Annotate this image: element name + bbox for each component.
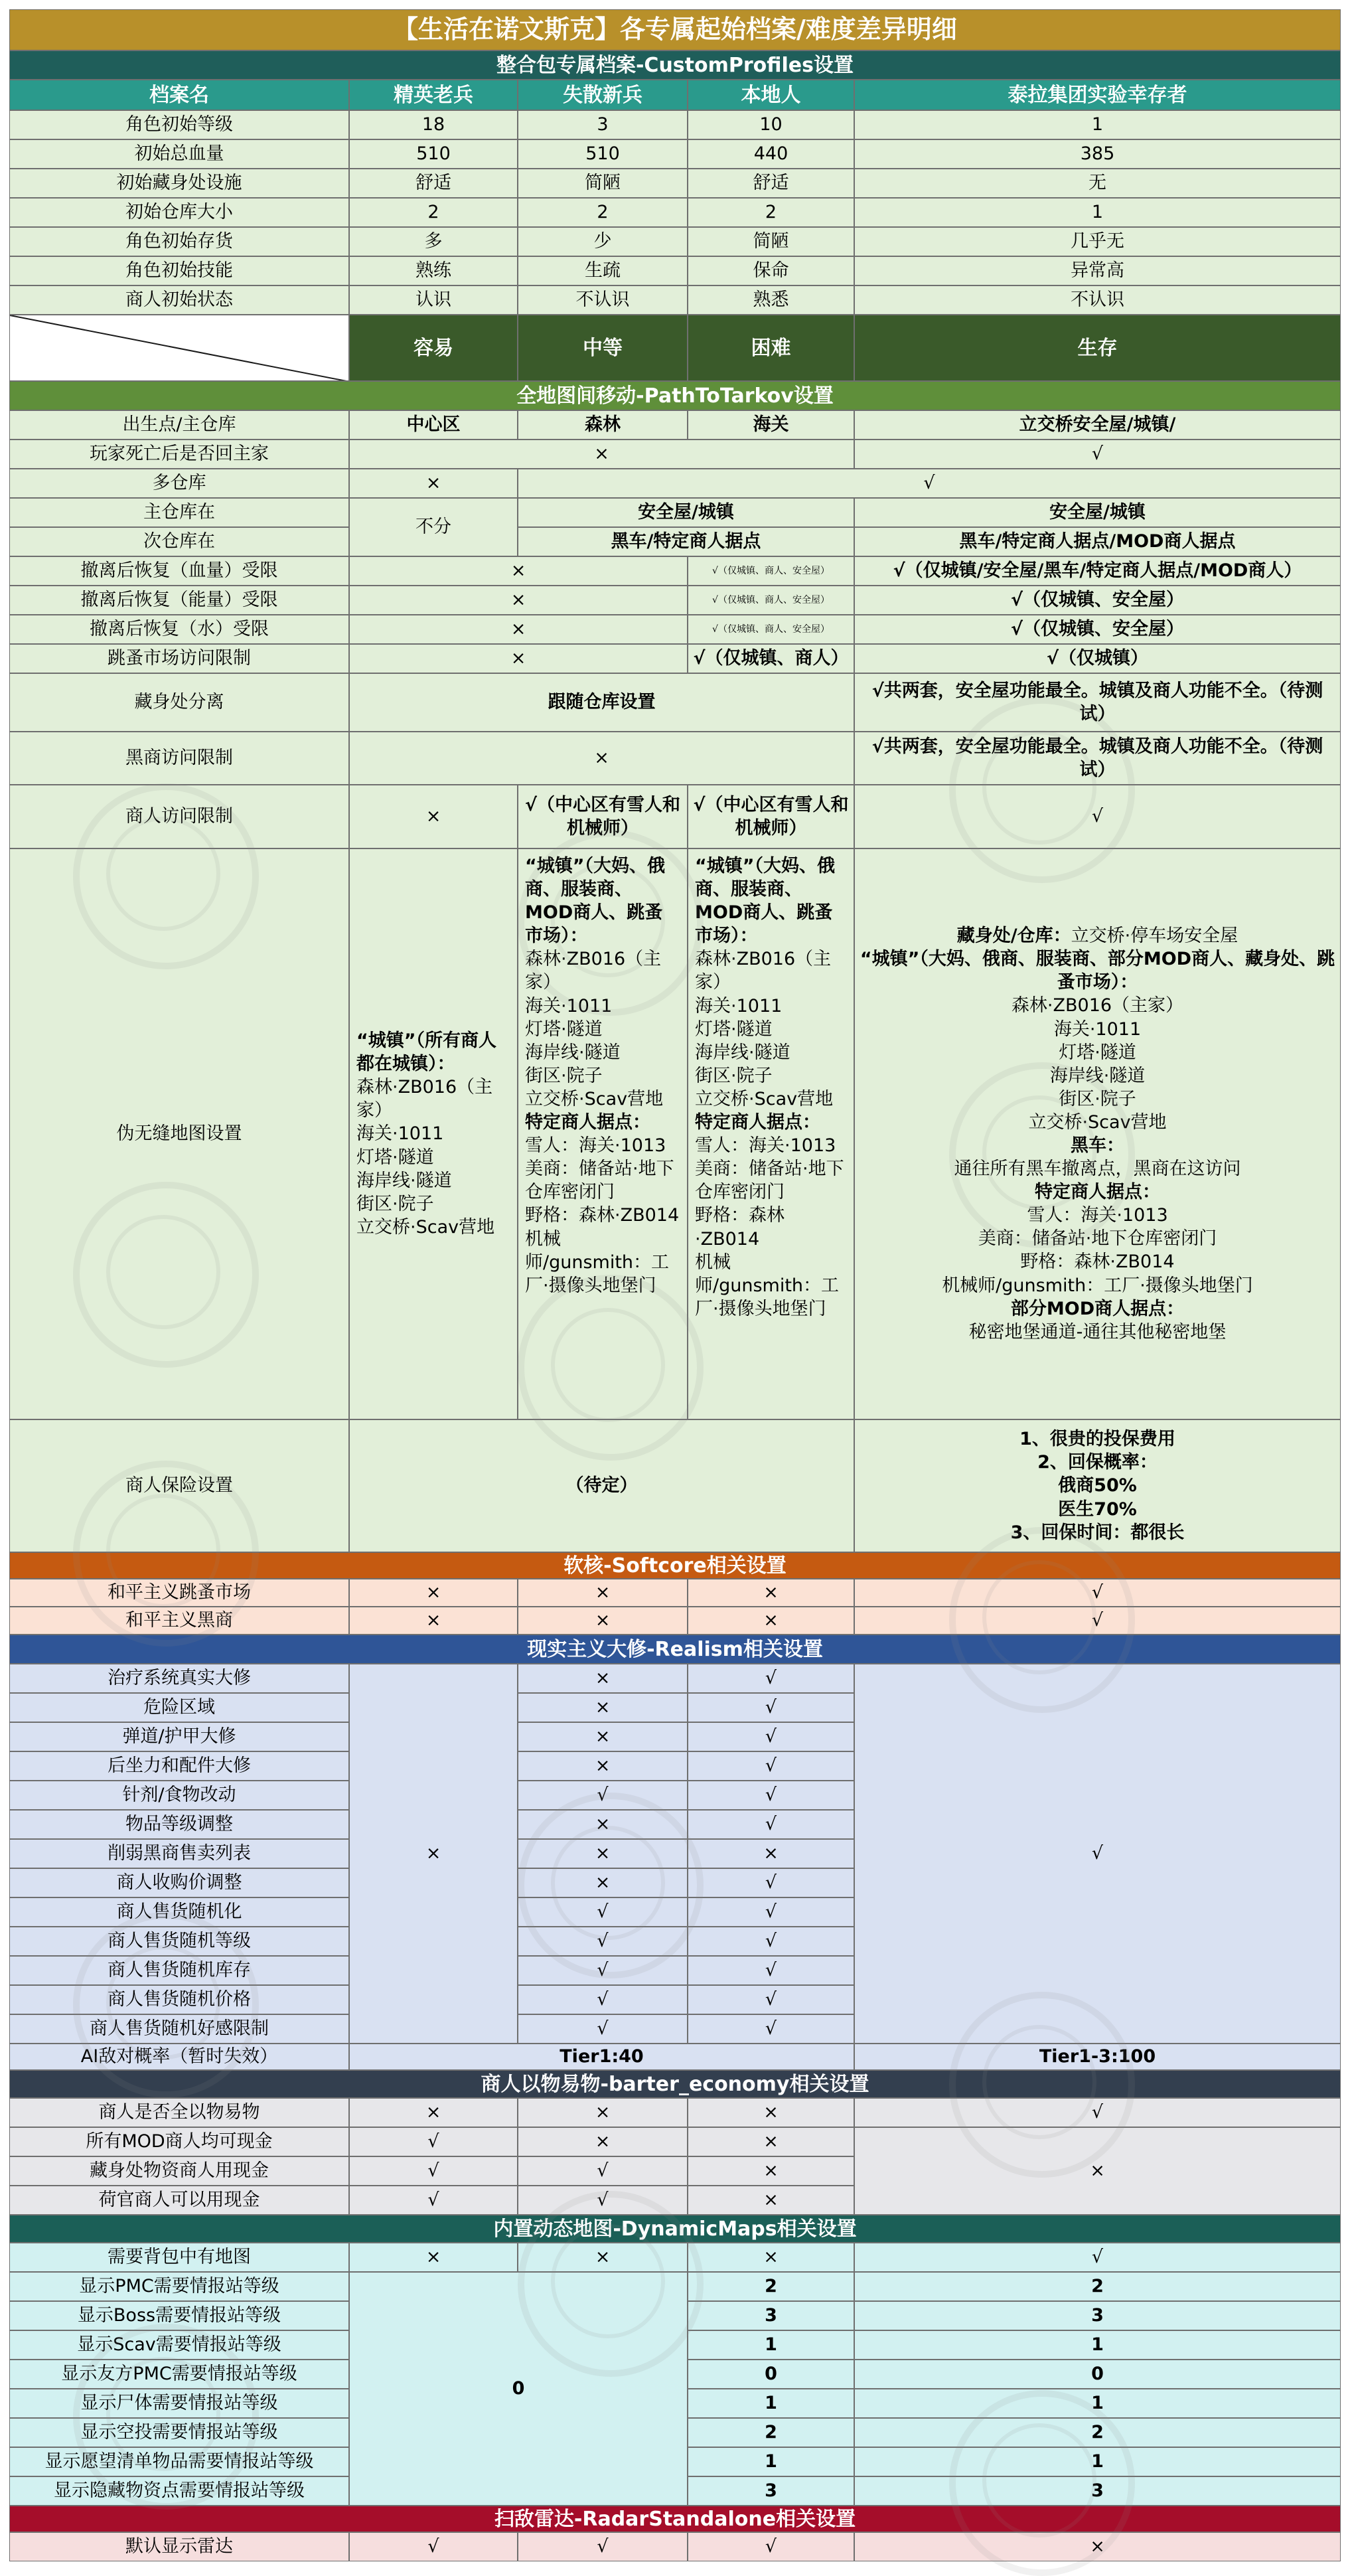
ai-normal: Tier1:40 (349, 2044, 854, 2070)
radar-cell: × (854, 2532, 1341, 2561)
maps-cell: √ (854, 2243, 1341, 2272)
row-label: 商人访问限制 (9, 785, 349, 848)
row-label: 后坐力和配件大修 (9, 1751, 349, 1781)
maps-hard: 1 (688, 2447, 854, 2476)
profile-cell: 商人初始状态 (9, 285, 349, 315)
row-label: 撤离后恢复（水）受限 (9, 615, 349, 644)
profile-cell: 510 (518, 139, 688, 169)
text-line: 街区·院子 (525, 1065, 603, 1086)
text-line: 美商：储备站·地下仓库密闭门 (695, 1159, 844, 1203)
barter-cell: × (349, 2098, 518, 2127)
pseudo-surv (854, 848, 1341, 1419)
trader-easy: × (349, 785, 518, 848)
barter-cell: √ (854, 2098, 1341, 2127)
realism-hard: √ (688, 1751, 854, 1781)
profile-cell: 3 (518, 110, 688, 139)
column-header: 档案名 (9, 80, 349, 110)
profile-cell: 1 (854, 198, 1341, 227)
maps-cell: × (688, 2243, 854, 2272)
softcore-cell: × (518, 1607, 688, 1635)
realism-hard: √ (688, 1781, 854, 1810)
row-label: 显示隐藏物资点需要情报站等级 (9, 2476, 349, 2506)
text-line: 机械师/gunsmith：工厂·摄像头地堡门 (942, 1275, 1253, 1296)
profile-cell: 440 (688, 139, 854, 169)
profile-cell: 角色初始等级 (9, 110, 349, 139)
row-label: 削弱黑商售卖列表 (9, 1839, 349, 1868)
section-custom-profiles: 整合包专属档案-CustomProfiles设置 (9, 50, 1341, 80)
text-line: 野格：森林·ZB014 (695, 1205, 785, 1249)
pseudo-easy (349, 848, 518, 1419)
maps-cell: 需要背包中有地图 (9, 2243, 349, 2272)
realism-hard: √ (688, 1897, 854, 1927)
text-line: 森林·ZB016（主家） (695, 949, 832, 993)
text-line: 3、回保时间：都很长 (1010, 1522, 1185, 1543)
maps-surv: 1 (854, 2389, 1341, 2418)
text-line: 街区·院子 (1059, 1088, 1136, 1109)
realism-hard: √ (688, 1868, 854, 1897)
row-label: 撤离后恢复（能量）受限 (9, 586, 349, 615)
difficulty-level: 容易 (349, 315, 518, 381)
insurance-normal: （待定） (349, 1419, 854, 1552)
realism-mid: √ (518, 1927, 688, 1956)
text-line: 海关·1011 (525, 995, 613, 1016)
multi-others: √ (518, 469, 1341, 498)
maps-hard: 2 (688, 2418, 854, 2447)
realism-hard: √ (688, 1810, 854, 1839)
profile-cell: 舒适 (349, 169, 518, 198)
row-label: 商人售货随机等级 (9, 1927, 349, 1956)
radar-cell: √ (349, 2532, 518, 2561)
row-label: 藏身处分离 (9, 673, 349, 732)
row-label: 商人售货随机库存 (9, 1956, 349, 1985)
maps-easy-mid: 0 (349, 2272, 688, 2506)
profile-cell: 多 (349, 227, 518, 256)
profile-cell: 几乎无 (854, 227, 1341, 256)
text-line: 海关·1011 (356, 1123, 444, 1145)
profile-cell: 简陋 (688, 227, 854, 256)
row-label: 商人收购价调整 (9, 1868, 349, 1897)
water-easy-mid: × (349, 615, 688, 644)
text-line: 机械师/gunsmith：工厂·摄像头地堡门 (695, 1251, 840, 1319)
profile-cell: 生疏 (518, 256, 688, 285)
text-line: 海关·1011 (1053, 1018, 1142, 1040)
difficulty-level: 困难 (688, 315, 854, 381)
text-line: 森林·ZB016（主家） (525, 949, 662, 993)
spawn-mid: 森林 (518, 410, 688, 440)
profile-cell: 385 (854, 139, 1341, 169)
spawn-easy: 中心区 (349, 410, 518, 440)
difficulty-label: 模式难度设置 (218, 321, 338, 344)
text-line: 特定商人据点： (695, 1112, 820, 1133)
text-line: 灯塔·隧道 (695, 1018, 773, 1040)
realism-hard: √ (688, 1927, 854, 1956)
barter-cell: × (688, 2127, 854, 2156)
sub-store-surv: 黑车/特定商人据点/MOD商人据点 (854, 527, 1341, 556)
barter-cell: × (688, 2186, 854, 2215)
text-line: 立交桥·Scav营地 (356, 1216, 495, 1238)
barter-cell: √ (349, 2156, 518, 2186)
text-line: 海岸线·隧道 (356, 1170, 452, 1191)
text-line: 机械师/gunsmith：工厂·摄像头地堡门 (525, 1228, 670, 1296)
text-line: 灯塔·隧道 (525, 1018, 603, 1040)
realism-mid: √ (518, 1897, 688, 1927)
section-softcore: 软核-Softcore相关设置 (9, 1552, 1341, 1579)
text-line: “城镇”（所有商人都在城镇）： (356, 1030, 496, 1075)
softcore-cell: √ (854, 1607, 1341, 1635)
death-normal: × (349, 440, 854, 469)
barter-cell: × (688, 2098, 854, 2127)
multi-easy: × (349, 469, 518, 498)
difficulty-corner (9, 315, 349, 381)
profile-cell: 保命 (688, 256, 854, 285)
softcore-cell: 和平主义黑商 (9, 1607, 349, 1635)
realism-hard: √ (688, 2014, 854, 2044)
row-label: 商人保险设置 (9, 1419, 349, 1552)
text-line: 1、很贵的投保费用 (1019, 1429, 1175, 1450)
text-line: 海岸线·隧道 (1049, 1065, 1146, 1086)
hp-surv: √（仅城镇/安全屋/黑车/特定商人据点/MOD商人） (854, 556, 1341, 586)
profile-cell: 异常高 (854, 256, 1341, 285)
barter-cell: 藏身处物资商人用现金 (9, 2156, 349, 2186)
hp-hard: √（仅城镇、商人、安全屋） (688, 556, 854, 586)
ai-surv: Tier1-3:100 (854, 2044, 1341, 2070)
flea-surv: √（仅城镇） (854, 644, 1341, 673)
radar-cell: √ (688, 2532, 854, 2561)
water-surv: √（仅城镇、安全屋） (854, 615, 1341, 644)
profile-cell: 初始仓库大小 (9, 198, 349, 227)
hp-easy-mid: × (349, 556, 688, 586)
realism-mid: × (518, 1751, 688, 1781)
water-hard: √（仅城镇、商人、安全屋） (688, 615, 854, 644)
maps-hard: 2 (688, 2272, 854, 2301)
realism-surv: √ (854, 1664, 1341, 2044)
maps-hard: 3 (688, 2301, 854, 2330)
realism-hard: √ (688, 1956, 854, 1985)
hideout-surv: √共两套，安全屋功能最全。城镇及商人功能不全。（待测试） (854, 673, 1341, 732)
realism-easy: × (349, 1664, 518, 2044)
maps-surv: 1 (854, 2447, 1341, 2476)
trader-mid: √（中心区有雪人和机械师） (518, 785, 688, 848)
barter-cell: 商人是否全以物易物 (9, 2098, 349, 2127)
profile-cell: 角色初始技能 (9, 256, 349, 285)
profile-cell: 初始总血量 (9, 139, 349, 169)
section-realism: 现实主义大修-Realism相关设置 (9, 1635, 1341, 1664)
profile-cell: 熟悉 (688, 285, 854, 315)
column-header: 泰拉集团实验幸存者 (854, 80, 1341, 110)
difficulty-level: 中等 (518, 315, 688, 381)
realism-mid: √ (518, 1956, 688, 1985)
section-radar: 扫敌雷达-RadarStandalone相关设置 (9, 2506, 1341, 2532)
maps-surv: 3 (854, 2301, 1341, 2330)
profile-cell: 舒适 (688, 169, 854, 198)
softcore-cell: √ (854, 1579, 1341, 1607)
maps-hard: 3 (688, 2476, 854, 2506)
maps-surv: 2 (854, 2418, 1341, 2447)
realism-hard: √ (688, 1664, 854, 1693)
row-label: 撤离后恢复（血量）受限 (9, 556, 349, 586)
text-line: 海岸线·隧道 (695, 1042, 790, 1063)
text-line: “城镇”（大妈、俄商、服装商、MOD商人、跳蚤市场）： (695, 856, 835, 947)
row-label: 出生点/主仓库 (9, 410, 349, 440)
row-label: 跳蚤市场访问限制 (9, 644, 349, 673)
barter-cell: √ (518, 2156, 688, 2186)
realism-hard: × (688, 1839, 854, 1868)
maps-cell: × (518, 2243, 688, 2272)
text-line: 医生70% (1058, 1498, 1137, 1520)
maps-surv: 0 (854, 2360, 1341, 2389)
barter-cell: 荷官商人可以用现金 (9, 2186, 349, 2215)
text-line: 立交桥·Scav营地 (525, 1088, 664, 1109)
black-surv: √共两套，安全屋功能最全。城镇及商人功能不全。（待测试） (854, 732, 1341, 785)
row-label: 显示愿望清单物品需要情报站等级 (9, 2447, 349, 2476)
profile-cell: 简陋 (518, 169, 688, 198)
text-line: 雪人：海关·1013 (1027, 1205, 1168, 1226)
text-line: 特定商人据点： (1035, 1182, 1160, 1203)
black-normal: × (349, 732, 854, 785)
profile-cell: 510 (349, 139, 518, 169)
barter-cell: × (518, 2127, 688, 2156)
maps-cell: × (349, 2243, 518, 2272)
realism-mid: √ (518, 1985, 688, 2014)
text-line: 海关·1011 (695, 995, 783, 1016)
maps-hard: 1 (688, 2389, 854, 2418)
row-label: 弹道/护甲大修 (9, 1722, 349, 1751)
text-line: 立交桥·Scav营地 (695, 1088, 834, 1109)
text-line: 野格：森林·ZB014 (525, 1205, 680, 1226)
row-label: 黑商访问限制 (9, 732, 349, 785)
text-line: 2、回保概率： (1037, 1452, 1158, 1473)
hideout-normal: 跟随仓库设置 (349, 673, 854, 732)
maps-hard: 1 (688, 2330, 854, 2360)
barter-cell: × (688, 2156, 854, 2186)
realism-hard: √ (688, 1722, 854, 1751)
text-line: 雪人：海关·1013 (525, 1135, 666, 1157)
softcore-cell: × (688, 1607, 854, 1635)
text-line: 美商：储备站·地下仓库密闭门 (978, 1228, 1217, 1249)
text-line: 通往所有黑车撤离点，黑商在这访问 (954, 1159, 1241, 1180)
sub-store-mid: 黑车/特定商人据点 (518, 527, 854, 556)
main-store-mid: 安全屋/城镇 (518, 498, 854, 527)
maps-surv: 3 (854, 2476, 1341, 2506)
row-label: AI敌对概率（暂时失效） (9, 2044, 349, 2070)
text-line: 森林·ZB016（主家） (356, 1077, 493, 1121)
row-label: 主仓库在 (9, 498, 349, 527)
profile-cell: 1 (854, 110, 1341, 139)
realism-mid: × (518, 1722, 688, 1751)
profile-cell: 不认识 (518, 285, 688, 315)
profile-cell: 熟练 (349, 256, 518, 285)
text-line: 森林·ZB016（主家） (1011, 995, 1184, 1016)
softcore-cell: 和平主义跳蚤市场 (9, 1579, 349, 1607)
softcore-cell: × (688, 1579, 854, 1607)
flea-easy-mid: × (349, 644, 688, 673)
softcore-cell: × (349, 1607, 518, 1635)
barter-cell: √ (349, 2186, 518, 2215)
difficulty-level: 生存 (854, 315, 1341, 381)
row-label: 显示友方PMC需要情报站等级 (9, 2360, 349, 2389)
profile-cell: 无 (854, 169, 1341, 198)
text-line: 藏身处/仓库：立交桥·停车场安全屋 (956, 926, 1238, 947)
flea-hard: √（仅城镇、商人） (688, 644, 854, 673)
realism-mid: × (518, 1664, 688, 1693)
softcore-cell: × (518, 1579, 688, 1607)
text-line: “城镇”（大妈、俄商、服装商、MOD商人、跳蚤市场）： (525, 856, 665, 947)
text-line: 立交桥·Scav营地 (1028, 1111, 1167, 1133)
profile-cell: 2 (518, 198, 688, 227)
realism-mid: √ (518, 2014, 688, 2044)
spawn-surv: 立交桥安全屋/城镇/ (854, 410, 1341, 440)
barter-cell: 所有MOD商人均可现金 (9, 2127, 349, 2156)
column-header: 精英老兵 (349, 80, 518, 110)
text-line: 灯塔·隧道 (1059, 1042, 1136, 1063)
barter-surv: × (854, 2127, 1341, 2215)
row-label: 商人售货随机价格 (9, 1985, 349, 2014)
row-label: 显示尸体需要情报站等级 (9, 2389, 349, 2418)
row-label: 显示空投需要情报站等级 (9, 2418, 349, 2447)
store-easy: 不分 (349, 498, 518, 556)
text-line: 黑车： (1071, 1135, 1124, 1156)
spawn-hard: 海关 (688, 410, 854, 440)
profile-cell: 18 (349, 110, 518, 139)
row-label: 次仓库在 (9, 527, 349, 556)
profile-cell: 初始藏身处设施 (9, 169, 349, 198)
text-line: 特定商人据点： (525, 1112, 650, 1133)
pseudo-mid (518, 848, 688, 1419)
barter-cell: √ (518, 2186, 688, 2215)
row-label: 治疗系统真实大修 (9, 1664, 349, 1693)
barter-cell: × (518, 2098, 688, 2127)
text-line: 俄商50% (1058, 1475, 1137, 1496)
column-header: 本地人 (688, 80, 854, 110)
profile-cell: 不认识 (854, 285, 1341, 315)
trader-hard: √（中心区有雪人和机械师） (688, 785, 854, 848)
profile-cell: 10 (688, 110, 854, 139)
section-barter: 商人以物易物-barter_economy相关设置 (9, 2070, 1341, 2098)
realism-mid: × (518, 1868, 688, 1897)
barter-cell: √ (349, 2127, 518, 2156)
row-label: 商人售货随机化 (9, 1897, 349, 1927)
realism-hard: √ (688, 1985, 854, 2014)
row-label: 玩家死亡后是否回主家 (9, 440, 349, 469)
text-line: 灯塔·隧道 (356, 1147, 434, 1168)
text-line: 野格：森林·ZB014 (1020, 1251, 1175, 1273)
realism-mid: × (518, 1839, 688, 1868)
page-title: 【生活在诺文斯克】各专属起始档案/难度差异明细 (9, 9, 1341, 50)
maps-hard: 0 (688, 2360, 854, 2389)
maps-surv: 1 (854, 2330, 1341, 2360)
realism-mid: × (518, 1810, 688, 1839)
text-line: 美商：储备站·地下仓库密闭门 (525, 1159, 674, 1203)
text-line: “城镇”（大妈、俄商、服装商、部分MOD商人、藏身处、跳蚤市场）： (860, 949, 1335, 993)
energy-hard: √（仅城镇、商人、安全屋） (688, 586, 854, 615)
text-line: 雪人：海关·1013 (695, 1135, 836, 1157)
energy-easy-mid: × (349, 586, 688, 615)
text-line: 街区·院子 (356, 1193, 434, 1214)
text-line: 秘密地堡通道-通往其他秘密地堡 (968, 1321, 1227, 1342)
row-label: 物品等级调整 (9, 1810, 349, 1839)
insurance-surv (854, 1419, 1341, 1552)
realism-mid: × (518, 1693, 688, 1722)
row-label: 显示Boss需要情报站等级 (9, 2301, 349, 2330)
softcore-cell: × (349, 1579, 518, 1607)
section-path-to-tarkov: 全地图间移动-PathToTarkov设置 (9, 381, 1341, 410)
maps-surv: 2 (854, 2272, 1341, 2301)
row-label: 危险区域 (9, 1693, 349, 1722)
text-line: 海岸线·隧道 (525, 1042, 621, 1063)
pseudo-hard (688, 848, 854, 1419)
profile-cell: 少 (518, 227, 688, 256)
text-line: 部分MOD商人据点： (1010, 1298, 1185, 1319)
trader-surv: √ (854, 785, 1341, 848)
row-label: 商人售货随机好感限制 (9, 2014, 349, 2044)
profile-cell: 认识 (349, 285, 518, 315)
main-store-surv: 安全屋/城镇 (854, 498, 1341, 527)
text-line: 街区·院子 (695, 1065, 773, 1086)
row-label: 显示PMC需要情报站等级 (9, 2272, 349, 2301)
profile-cell: 角色初始存货 (9, 227, 349, 256)
realism-hard: √ (688, 1693, 854, 1722)
radar-cell: √ (518, 2532, 688, 2561)
profile-cell: 2 (688, 198, 854, 227)
row-label: 显示Scav需要情报站等级 (9, 2330, 349, 2360)
section-dynamic-maps: 内置动态地图-DynamicMaps相关设置 (9, 2215, 1341, 2243)
radar-cell: 默认显示雷达 (9, 2532, 349, 2561)
death-surv: √ (854, 440, 1341, 469)
realism-mid: √ (518, 1781, 688, 1810)
row-label: 多仓库 (9, 469, 349, 498)
row-label: 伪无缝地图设置 (9, 848, 349, 1419)
module-label: 模组功能 (17, 352, 96, 375)
row-label: 针剂/食物改动 (9, 1781, 349, 1810)
profile-cell: 2 (349, 198, 518, 227)
energy-surv: √（仅城镇、安全屋） (854, 586, 1341, 615)
column-header: 失散新兵 (518, 80, 688, 110)
